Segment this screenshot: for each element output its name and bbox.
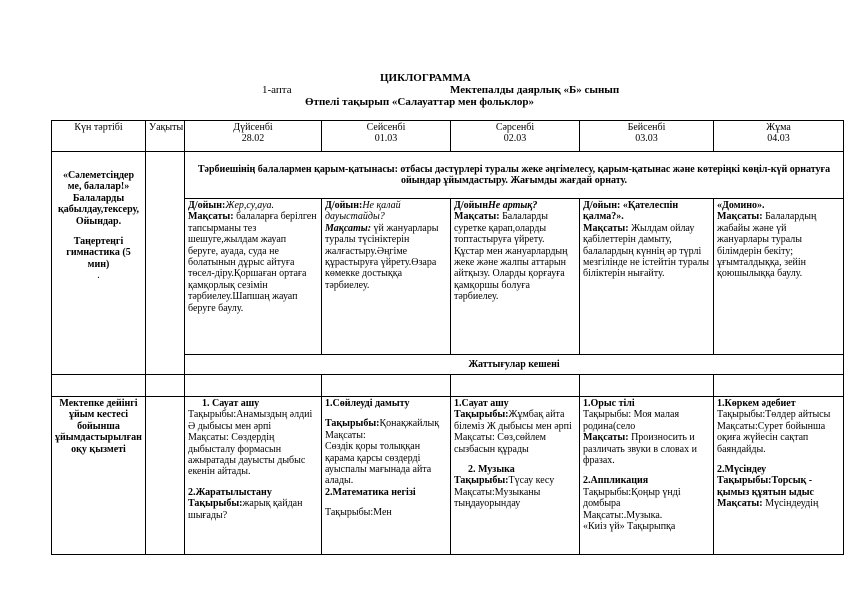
group-label: Мектепалды даярлық «Б» сынып — [450, 84, 620, 96]
theme-label: Өтпелі тақырып «Салауаттар мен фольклор» — [305, 96, 534, 108]
day-header: Жұма 04.03 — [714, 121, 844, 152]
game-cell: Д/ойын:Жер,су,ауа. Мақсаты: балаларға берілген тапсырманы тез шешуге,жылдам жауап беруге, ауада, суда не болатынын дұрыс айтуға төсел-діру.Қоршаған ортаға қамқорлық сезімін тәрбиелеу.Шапшаң жауап беруге баулу. — [185, 199, 322, 355]
day-header: Дүйсенбі 28.02 — [185, 121, 322, 152]
table-header-row — [52, 121, 844, 152]
org-cell: 1.Орыс тілі Тақырыбы: Моя малая родина(село Мақсаты: Произносить и различать звуки в словах и фразах. 2.Аппликация Тақырыбы:Қоңыр үнді домбыра Мақсаты:.Музыка. «Киіз үй» Тақырыпқа — [580, 397, 714, 555]
game-cell: «Домино». Мақсаты: Балалардың жабайы және үй жануарлары туралы білімдерін бекіту; ұғымталдыққа, зейін қоюшылыққа баулу. — [714, 199, 844, 355]
org-cell: 1. Сауат ашу Тақырыбы:Анамыздың әлдиі Ә дыбысы мен әрпі Мақсаты: Сөздердің дыбысталу формасын ажыратады дауысты дыбыс екенін айтады. 2.Жаратылыстану Тақырыбы:жарық қайдан шығады? — [185, 397, 322, 555]
col-daily-header: Күн тәртібі — [52, 121, 146, 152]
org-left-cell: Мектепке дейінгі ұйым кестесі бойынша ұйымдастырылған оқу қызметі — [52, 397, 146, 555]
week-label: 1-апта — [262, 84, 292, 96]
org-row — [52, 397, 844, 555]
day-header: Сейсенбі 01.03 — [322, 121, 451, 152]
game-cell: Д/ойын:Не қалай дауыстайды? Мақсаты: үй жануарлары туралы түсініктерін жалғастыру.Әңгіме құрастыруға үйрету.Өзара көмекке достыққа тәрбиелеу. — [322, 199, 451, 355]
org-cell: 1.Көркем әдебиет Тақырыбы:Төлдер айтысы Мақсаты:Сурет бойынша оқиға жүйесін сақтап баяндайды. 2.Мүсіндеу Тақырыбы:Торсық - қымыз құятын ыдыс Мақсаты: Мүсіндеудің — [714, 397, 844, 555]
game-cell: Д/ойынНе артық? Мақсаты: Балаларды суретке қарап,оларды топтастыруға үйрету. Құстар мен жануарлардың жеке және жалпы аттарын айтқызу. Оларды қорғауға қамқоршы болуға тәрбиелеу. — [451, 199, 580, 355]
exercises-label: Жаттығулар кешені — [185, 355, 844, 375]
game-cell: Д/ойын: «Қателеспін қалма?». Мақсаты: Жылдам ойлау қабілеттерін дамыту, балалардың күннің әр түрлі мезгілінде не істейтін туралы біліктерін нығайту. — [580, 199, 714, 355]
cyclogram-table — [51, 120, 844, 555]
time-cell — [146, 397, 185, 555]
greeting-text: «Сәлеметсіңдер ме, балалар!» Балаларды қабылдау,тексеру, — [57, 170, 140, 216]
document-title: ЦИКЛОГРАММА — [380, 72, 471, 84]
games-text: Ойындар. — [75, 215, 122, 227]
day-header: Бейсенбі 03.03 — [580, 121, 714, 152]
morning-note: Тәрбиешінің балалармен қарым-қатынасы: отбасы дәстүрлері туралы жеке әңгімелесу, қарым-қатынас және көтеріңкі көңіл-күй орнатуға ойындар ұйымдастыру. Жағымды жағдай орнату. — [185, 152, 844, 199]
org-cell: 1.Сауат ашу Тақырыбы:Жұмбақ айта білеміз Ж дыбысы мен әрпі Мақсаты: Сөз,сөйлем сызбасын құрады 2. Музыка Тақырыбы:Түсау кесу Мақсаты:Музыканы тыңдауорындау — [451, 397, 580, 555]
day-header: Сәрсенбі 02.03 — [451, 121, 580, 152]
org-cell: 1.Сөйлеуді дамыту Тақырыбы:Қонақжайлық Мақсаты: Сөздік қоры толыққан қарама қарсы сөздерді ауыспалы мағынада айта алады. 2.Математика негізі Тақырыбы:Мен — [322, 397, 451, 555]
dot-text: . — [97, 270, 100, 282]
col-time-header: Уақыты — [146, 121, 185, 152]
morning-note-row — [52, 152, 844, 199]
spacer-row — [52, 375, 844, 397]
time-cell — [146, 152, 185, 375]
morning-left-cell — [52, 152, 146, 375]
gym-text: Таңертеңгі гимнастика (5 мин) — [66, 236, 131, 270]
document-header — [0, 72, 850, 108]
